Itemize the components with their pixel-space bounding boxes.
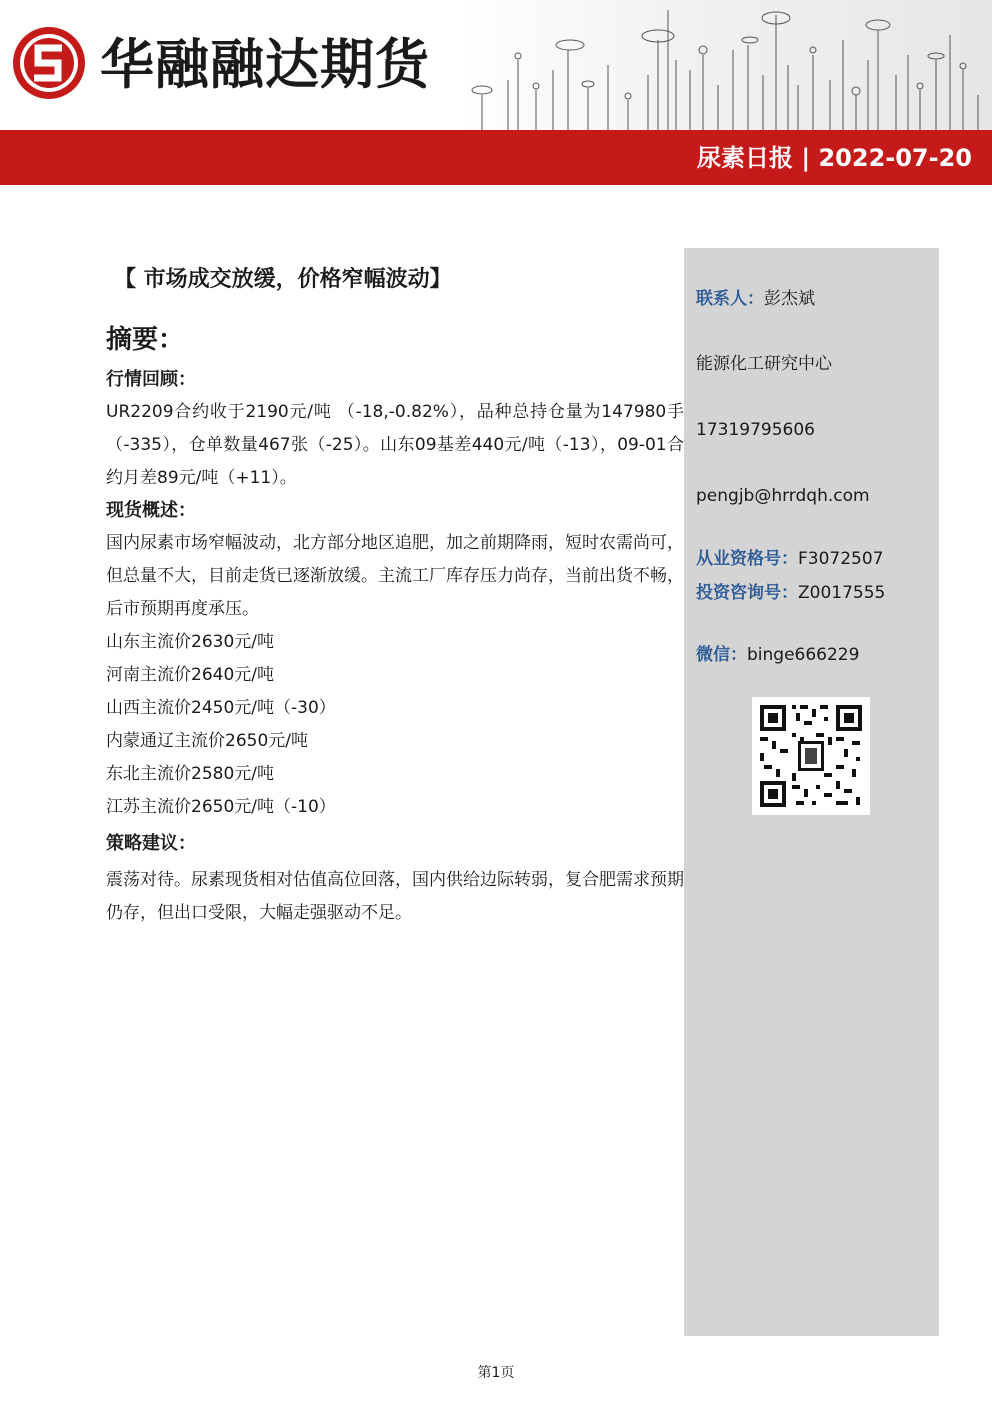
header-decoration — [458, 0, 992, 130]
wechat-row — [696, 642, 859, 668]
qr-code-icon — [752, 697, 870, 815]
phone-number: 17319795606 — [696, 420, 815, 440]
price-line: 山西主流价2450元/吨（-30） — [106, 698, 336, 718]
report-headline: 【 市场成交放缓，价格窄幅波动】 — [114, 267, 452, 292]
market-review-paragraph: UR2209合约收于2190元/吨 （-18,-0.82%），品种总持仓量为147980手（-335），仓单数量467张（-25）。山东09基差440元/吨（-13），09-01合约月差89元/吨（+11）。 — [106, 402, 684, 488]
price-line: 河南主流价2640元/吨 — [106, 665, 274, 685]
spot-overview-title: 现货概述： — [106, 500, 196, 521]
page-number: 第1页 — [477, 1365, 515, 1381]
price-line: 江苏主流价2650元/吨（-10） — [106, 797, 336, 817]
contact-name: 彭杰斌 — [764, 289, 815, 309]
wechat-label: 微信： — [696, 645, 747, 665]
price-line: 内蒙通辽主流价2650元/吨 — [106, 731, 308, 751]
market-review-title: 行情回顾： — [106, 369, 196, 390]
license-label: 从业资格号： — [696, 549, 798, 569]
report-header — [0, 0, 992, 186]
summary-title: 摘要： — [106, 325, 185, 355]
company-logo-icon — [12, 26, 86, 100]
strategy-title: 策略建议： — [106, 833, 196, 854]
wechat-id: binge666229 — [747, 645, 860, 665]
contact-label: 联系人： — [696, 289, 764, 309]
report-body — [106, 260, 684, 930]
contact-sidebar — [684, 248, 939, 1336]
license-number: F3072507 — [798, 549, 884, 569]
company-name: 华融融达期货 — [100, 33, 430, 96]
email-address: pengjb@hrrdqh.com — [696, 486, 870, 506]
spot-overview-paragraph: 国内尿素市场窄幅波动，北方部分地区追肥，加之前期降雨，短时农需尚可，但总量不大，目前走货已逐渐放缓。主流工厂库存压力尚存，当前出货不畅，后市预期再度承压。 — [106, 533, 684, 619]
license-row — [696, 546, 884, 572]
price-line: 山东主流价2630元/吨 — [106, 632, 274, 652]
consult-label: 投资咨询号： — [696, 583, 798, 603]
department: 能源化工研究中心 — [696, 354, 832, 374]
consult-row — [696, 580, 885, 606]
price-line: 东北主流价2580元/吨 — [106, 764, 274, 784]
report-title: 尿素日报 | 2022-07-20 — [697, 144, 972, 172]
contact-row — [696, 286, 815, 312]
consult-number: Z0017555 — [798, 583, 886, 603]
strategy-paragraph: 震荡对待。尿素现货相对估值高位回落，国内供给边际转弱，复合肥需求预期仍存，但出口受限，大幅走强驱动不足。 — [106, 870, 684, 923]
